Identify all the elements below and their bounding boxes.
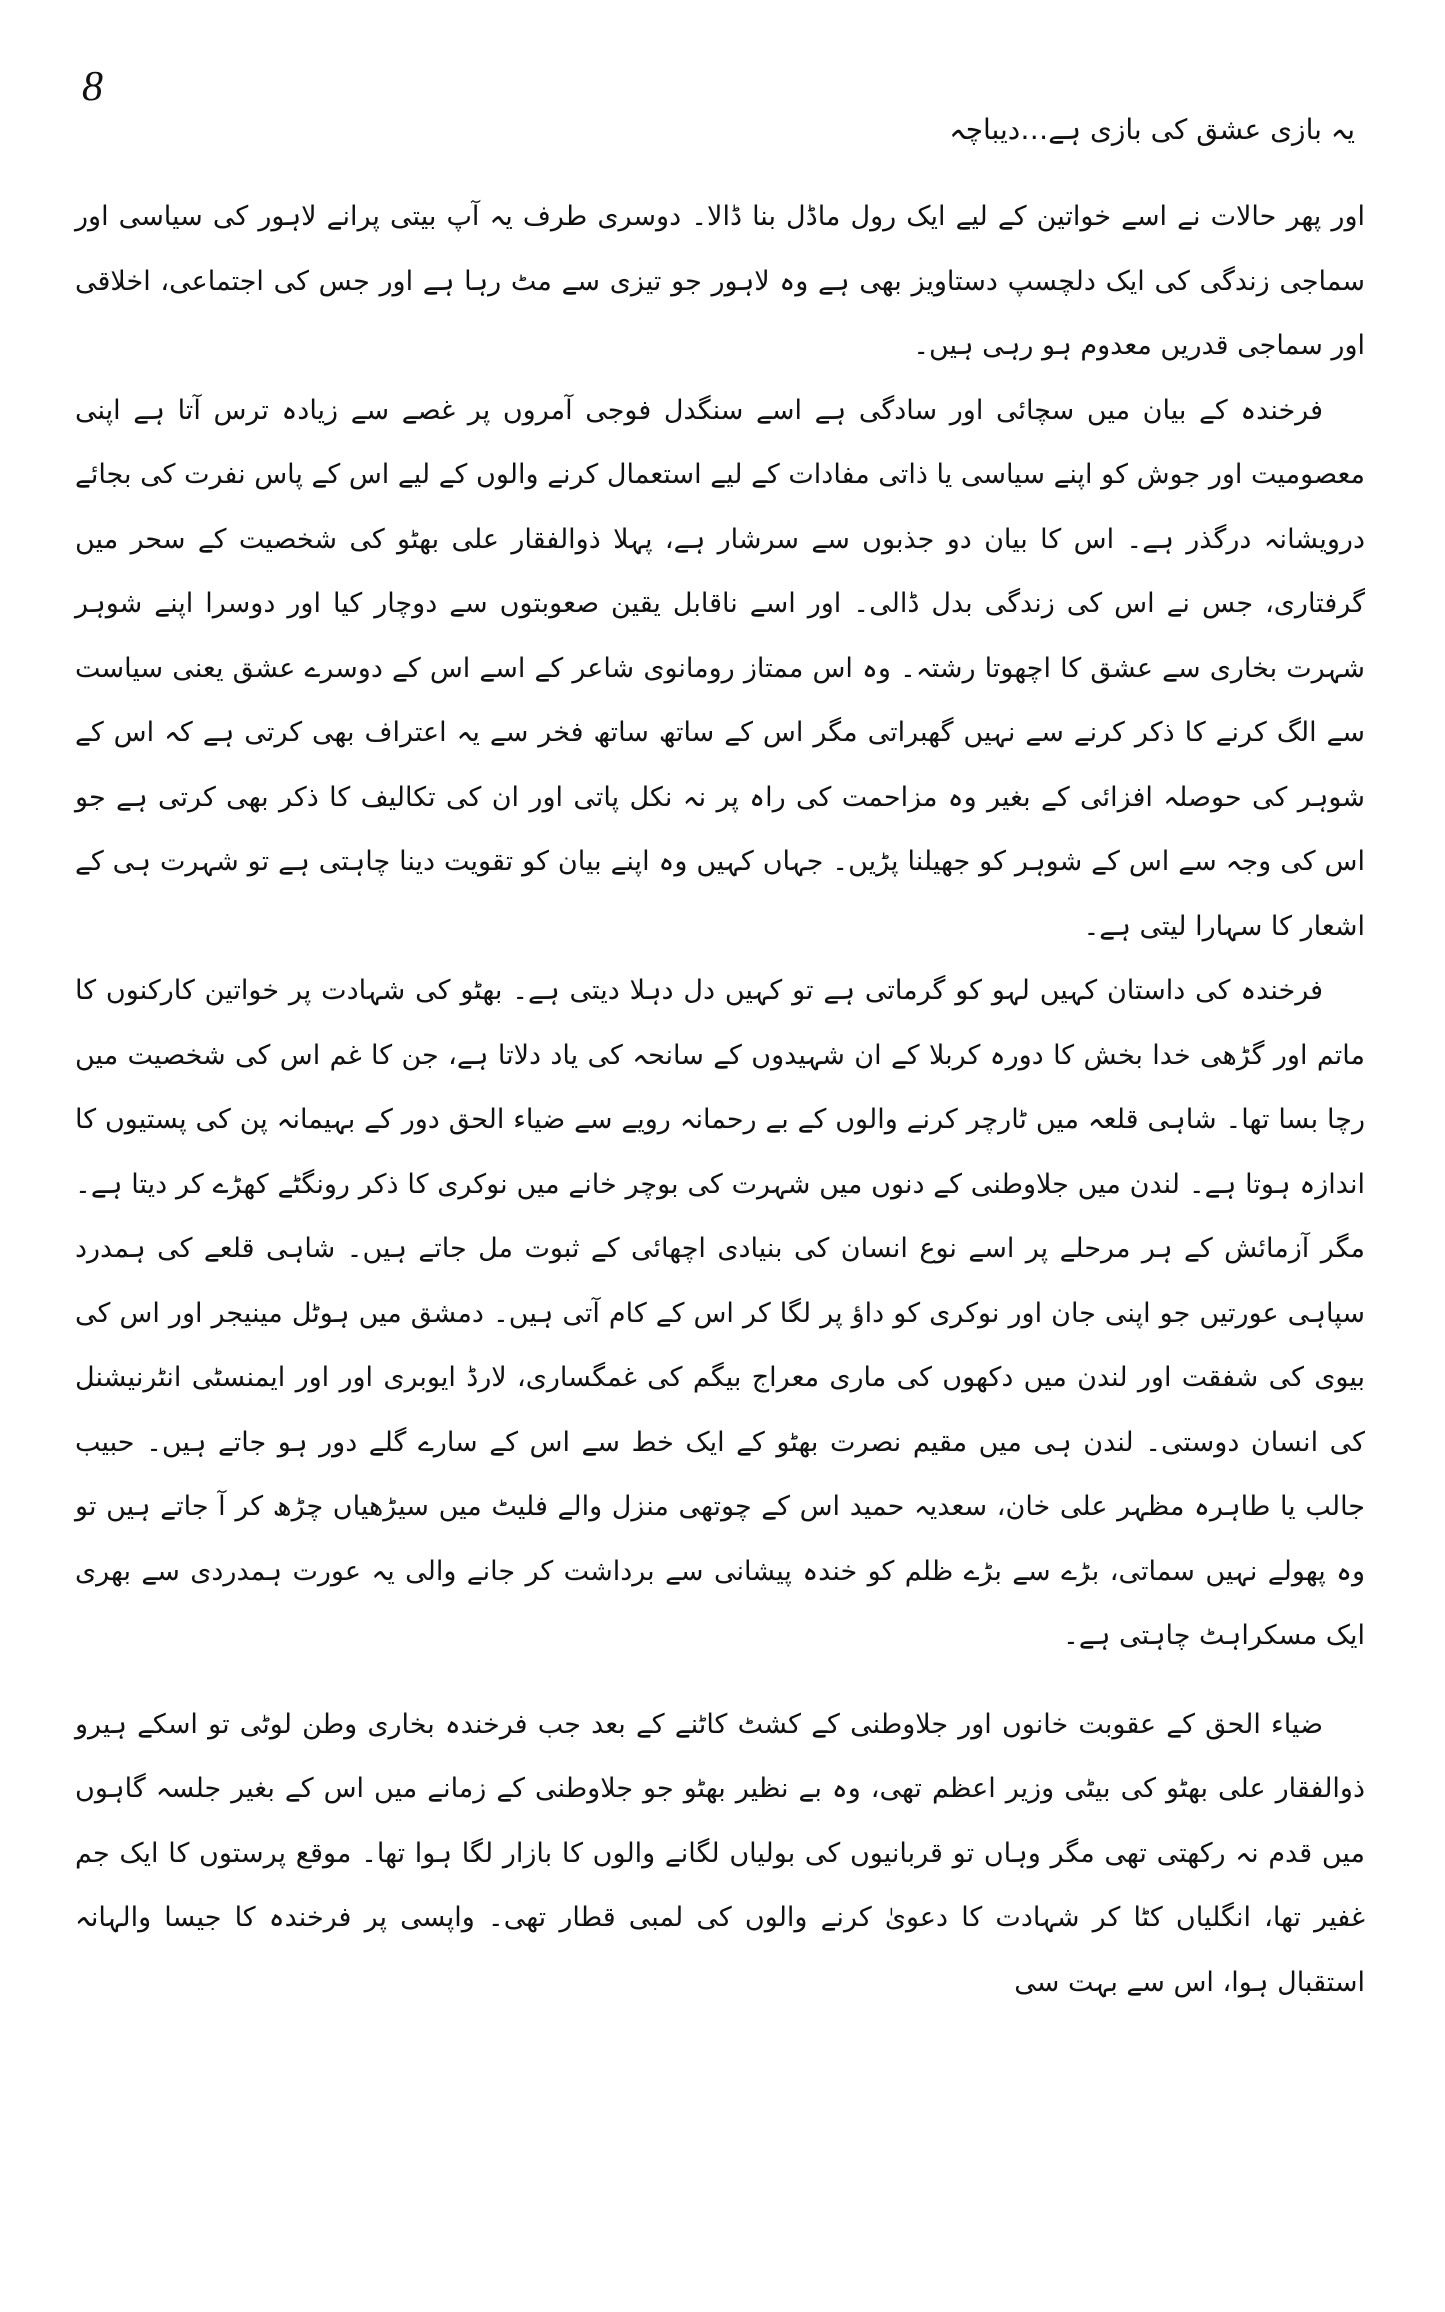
paragraph: فرخندہ کے بیان میں سچائی اور سادگی ہے اسے سنگدل فوجی آمروں پر غصے سے زیادہ ترس آتا ہے اپنی معصومیت اور جوش کو اپنے سیاسی یا ذاتی مفادات کے لیے استعمال کرنے والوں کے لیے اس کے پاس نفرت کی بجائے درویشانہ درگذر ہے۔ اس کا بیان دو جذبوں سے سرشار ہے، پہلا ذوالفقار علی بھٹو کی شخصیت کے سحر میں گرفتاری، جس نے اس کی زندگی بدل ڈالی۔ اور اسے ناقابل یقین صعوبتوں سے دوچار کیا اور دوسرا اپنے شوہر شہرت بخاری سے عشق کا اچھوتا رشتہ۔ وہ اس ممتاز رومانوی شاعر کے اسے اس کے دوسرے عشق یعنی سیاست سے الگ کرنے کا ذکر کرنے سے نہیں گھبراتی مگر اس کے ساتھ ساتھ فخر سے یہ اعتراف بھی کرتی ہے کہ اس کے شوہر کی حوصلہ افزائی کے بغیر وہ مزاحمت کی راہ پر نہ نکل پاتی اور ان کی تکالیف کا ذکر بھی کرتی ہے جو اس کی وجہ سے اس کے شوہر کو جھیلنا پڑیں۔ جہاں کہیں وہ اپنے بیان کو تقویت دینا چاہتی ہے تو شہرت ہی کے اشعار کا سہارا لیتی ہے۔	[75, 394, 1365, 942]
paragraph: ضیاء الحق کے عقوبت خانوں اور جلاوطنی کے کشٹ کاٹنے کے بعد جب فرخندہ بخاری وطن لوٹی تو اسکے ہیرو ذوالفقار علی بھٹو کی بیٹی وزیر اعظم تھی، وہ بے نظیر بھٹو جو جلاوطنی کے زمانے میں اس کے بغیر جلسہ گاہوں میں قدم نہ رکھتی تھی مگر وہاں تو قربانیوں کی بولیاں لگانے والوں کا بازار لگا ہوا تھا۔ موقع پرستوں کا ایک جم غفیر تھا، انگلیاں کٹا کر شہادت کا دعویٰ کرنے والوں کی لمبی قطار تھی۔ واپسی پر فرخندہ کا جیسا والہانہ استقبال ہوا، اس سے بہت سی	[75, 1708, 1365, 1998]
running-head: یہ بازی عشق کی بازی ہے…دیباچہ	[949, 113, 1355, 146]
body-text	[75, 185, 1365, 2015]
paragraph: فرخندہ کی داستان کہیں لہو کو گرماتی ہے تو کہیں دل دہلا دیتی ہے۔ بھٹو کی شہادت پر خواتین کارکنوں کا ماتم اور گڑھی خدا بخش کا دورہ کربلا کے ان شہیدوں کے سانحہ کی یاد دلاتا ہے، جن کا غم اس کی شخصیت میں رچا بسا تھا۔ شاہی قلعہ میں ٹارچر کرنے والوں کے بے رحمانہ رویے سے ضیاء الحق دور کے بہیمانہ پن کی پستیوں کا اندازہ ہوتا ہے۔ لندن میں جلاوطنی کے دنوں میں شہرت کی بوچر خانے میں نوکری کا ذکر رونگٹے کھڑے کر دیتا ہے۔ مگر آزمائش کے ہر مرحلے پر اسے نوع انسان کی بنیادی اچھائی کے ثبوت مل جاتے ہیں۔ شاہی قلعے کی ہمدرد سپاہی عورتیں جو اپنی جان اور نوکری کو داؤ پر لگا کر اس کے کام آتی ہیں۔ دمشق میں ہوٹل مینیجر اور اس کی بیوی کی شفقت اور لندن میں دکھوں کی ماری معراج بیگم کی غمگساری، لارڈ ایوبری اور اور ایمنسٹی انٹرنیشنل کی انسان دوستی۔ لندن ہی میں مقیم نصرت بھٹو کے ایک خط سے اس کے سارے گلے دور ہو جاتے ہیں۔ حبیب جالب یا طاہرہ مظہر علی خان، سعدیہ حمید اس کے چوتھی منزل والے فلیٹ میں سیڑھیاں چڑھ کر آ جاتے ہیں تو وہ پھولے نہیں سماتی، بڑے سے بڑے ظلم کو خندہ پیشانی سے برداشت کر جانے والی یہ عورت ہمدردی سے بھری ایک مسکراہٹ چاہتی ہے۔	[75, 975, 1365, 1651]
page-number: 8	[82, 64, 103, 110]
paragraph: اور پھر حالات نے اسے خواتین کے لیے ایک رول ماڈل بنا ڈالا۔ دوسری طرف یہ آپ بیتی پرانے لاہور کی سیاسی اور سماجی زندگی کی ایک دلچسپ دستاویز بھی ہے وہ لاہور جو تیزی سے مٹ رہا ہے اور جس کی اجتماعی، اخلاقی اور سماجی قدریں معدوم ہو رہی ہیں۔	[75, 201, 1365, 361]
